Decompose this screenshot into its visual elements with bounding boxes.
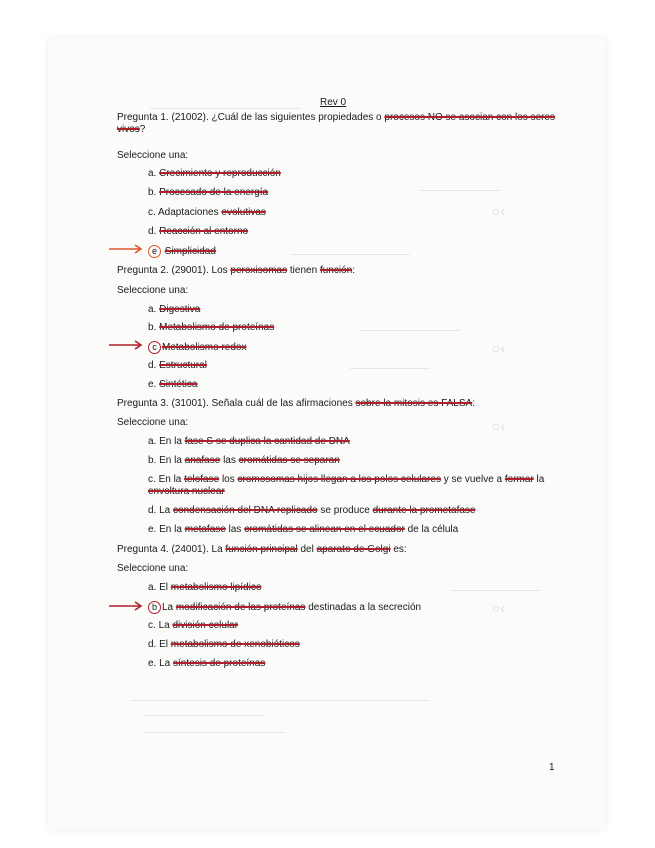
question-1: Pregunta 1. (21002). ¿Cuál de las siguientes propiedades o procesos NO se asocian con los seres vivos?: [117, 112, 556, 135]
bleed-circle-icon: ○‹: [492, 340, 506, 356]
q1-option-c: c. Adaptaciones evolutivas: [148, 207, 266, 218]
q3-option-c: c. En la telofase los cromosomas hijos llegan a los polos celulares y se vuelve a formar la envoltura nuclear: [148, 474, 545, 497]
q4-option-a: a. El metabolismo lipídico: [148, 582, 262, 593]
answer-circle: e: [148, 245, 161, 258]
q4-option-c: c. La división celular: [148, 620, 239, 631]
arrow-icon: [108, 340, 144, 350]
q1-option-e: e Simplicidad: [148, 245, 216, 258]
bleed-line: [150, 108, 300, 109]
q4-option-e: e. La síntesis de proteínas: [148, 658, 266, 669]
q3-option-a: a. En la fase S se duplica la cantidad de DNA: [148, 436, 350, 447]
arrow-icon: [108, 601, 144, 611]
bleed-line: [420, 190, 500, 191]
bleed-line: [145, 732, 285, 733]
q2-option-a: a. Digestiva: [148, 304, 201, 315]
select-prompt: Seleccione una:: [117, 285, 189, 296]
select-prompt: Seleccione una:: [117, 563, 189, 574]
select-prompt: Seleccione una:: [117, 150, 189, 161]
q1-option-a: a. Crecimiento y reproducción: [148, 168, 281, 179]
question-3: Pregunta 3. (31001). Señala cuál de las afirmaciones sobre la mitosis es FALSA:: [117, 398, 475, 409]
q2-option-c: c Metabolismo redox: [148, 341, 246, 354]
bleed-line: [290, 254, 410, 255]
answer-circle: b: [148, 601, 161, 614]
bleed-circle-icon: ○‹: [492, 600, 506, 616]
question-4: Pregunta 4. (24001). La función principal del aparato de Golgi es:: [117, 544, 407, 555]
bleed-line: [450, 590, 540, 591]
q1-option-d: d. Reacción al entorno: [148, 226, 249, 237]
bleed-line: [145, 715, 265, 716]
select-prompt: Seleccione una:: [117, 417, 189, 428]
q4-option-b: b La modificación de las proteínas destinadas a la secreción: [148, 601, 421, 614]
q3-option-e: e. En la metafase las cromátidas se alinean en el ecuador de la célula: [148, 524, 459, 535]
page-number: 1: [549, 762, 555, 773]
bleed-circle-icon: ○‹: [492, 203, 506, 219]
bleed-circle-icon: ○‹: [492, 418, 506, 434]
arrow-icon: [108, 244, 144, 254]
q3-option-b: b. En la anafase las cromátidas se separan: [148, 455, 340, 466]
answer-circle: c: [148, 341, 161, 354]
q2-option-d: d. Estructural: [148, 360, 207, 371]
bleed-line: [130, 700, 430, 701]
q2-option-b: b. Metabolismo de proteínas: [148, 322, 275, 333]
q2-option-e: e. Sintética: [148, 379, 198, 390]
question-2: Pregunta 2. (29001). Los peroxisomas tienen función:: [117, 265, 355, 276]
revision-label: Rev 0: [320, 97, 347, 108]
q1-option-b: b. Procesado de la energía: [148, 187, 269, 198]
bleed-line: [360, 330, 460, 331]
q4-option-d: d. El metabolismo de xenobióticos: [148, 639, 300, 650]
bleed-line: [350, 368, 430, 369]
q3-option-d: d. La condensación del DNA replicado se produce durante la prometafase: [148, 505, 476, 516]
